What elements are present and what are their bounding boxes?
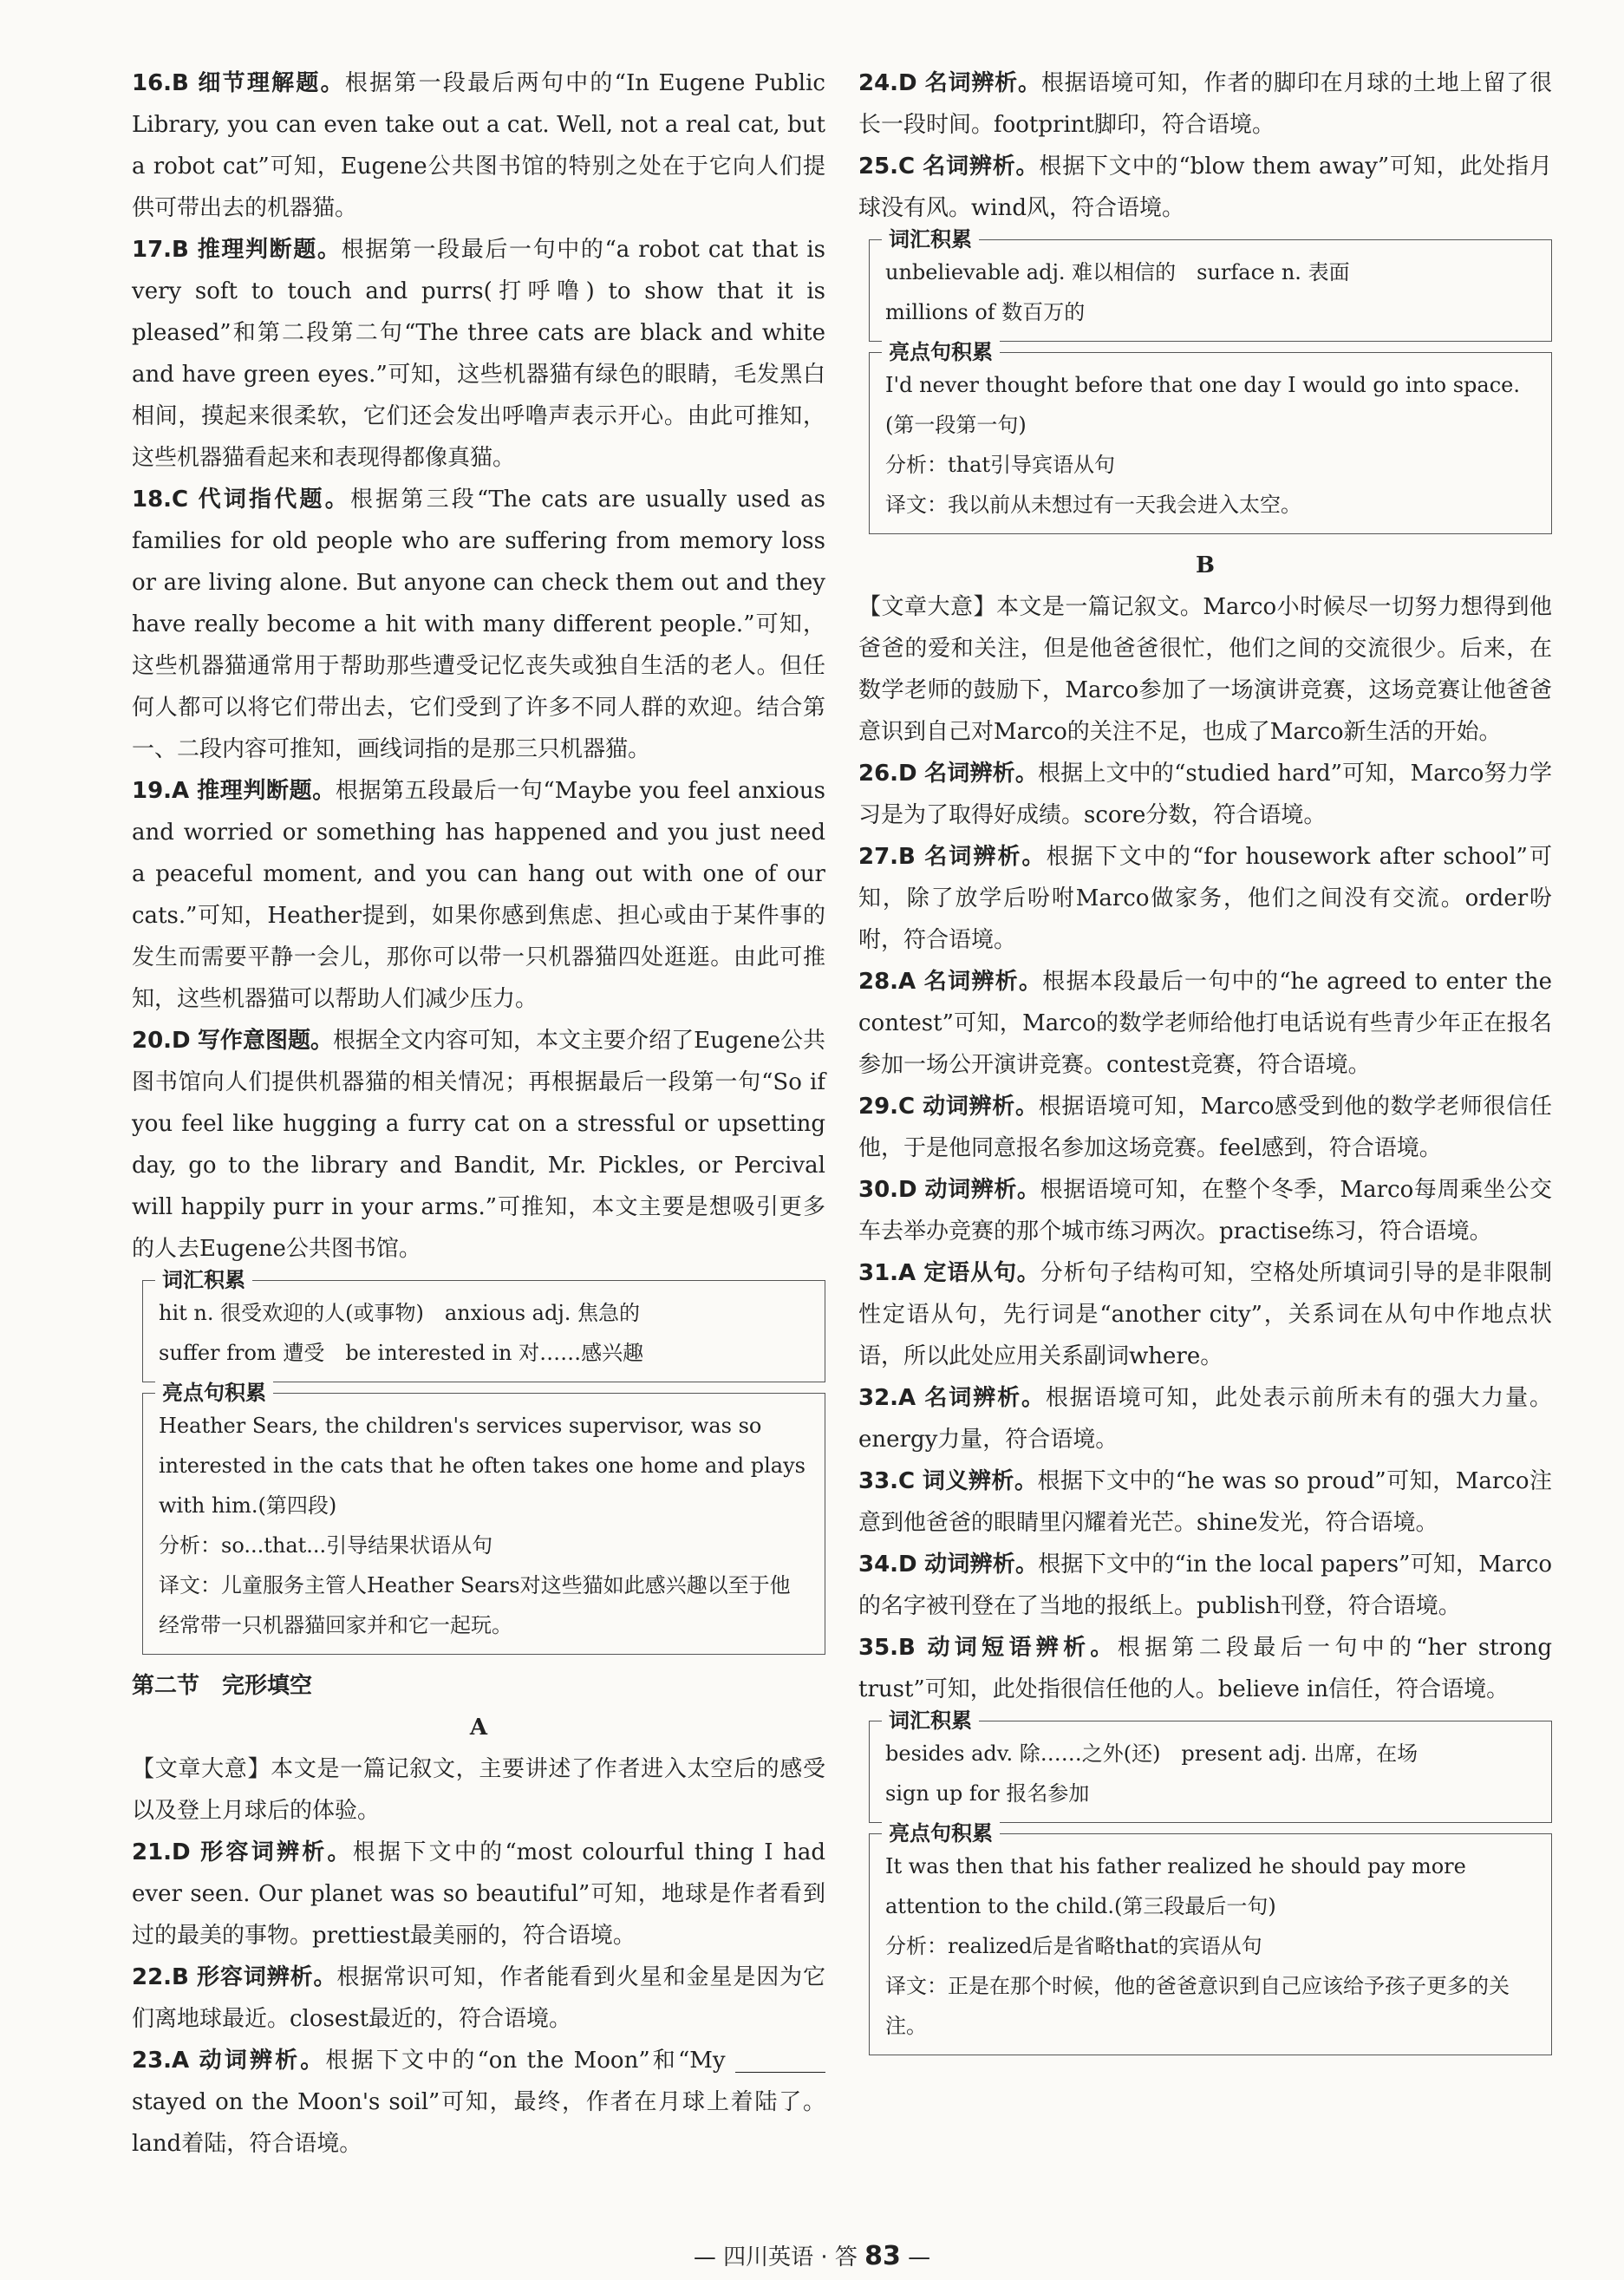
box-line: 译文：我以前从未想过有一天我会进入太空。 [885, 493, 1301, 517]
box-line: 分析：so...that...引导结果状语从句 [159, 1533, 493, 1558]
answer-number: 18.C [132, 487, 189, 513]
box-line: 译文：正是在那个时候，他的爸爸意识到自己应该给予孩子更多的关注。 [885, 1974, 1510, 2038]
answer-number: 21.D [132, 1839, 191, 1865]
box-title: 词汇积累 [882, 1707, 979, 1734]
question-type: 推理判断题。 [197, 237, 342, 263]
box-title: 亮点句积累 [882, 338, 1000, 366]
question-type: 名词辨析。 [924, 844, 1047, 870]
box-line: 译文：儿童服务主管人Heather Sears对这些猫如此感兴趣以至于他经常带一只机器猫回家并和它一起玩。 [159, 1573, 791, 1637]
question-type: 写作意图题。 [197, 1028, 333, 1054]
explanation-text: 根据下文中的“in the local papers”可知，Marco的名字被刊登在了当地的报纸上。publish刊登，符合语境。 [858, 1552, 1552, 1619]
box-line: suffer from 遭受 be interested in 对……感兴趣 [159, 1341, 644, 1365]
page-footer [0, 2239, 1624, 2271]
info-box [142, 1381, 825, 1655]
explanation-text: 根据语境可知，此处表示前所未有的强大力量。energy力量，符合语境。 [858, 1385, 1552, 1453]
answer-number: 31.A [858, 1260, 916, 1286]
explanation-text: 根据下文中的“on the Moon”和“My ________ stayed on the Moon's soil”可知，最终，作者在月球上着陆了。land着陆，符合语境。 [132, 2048, 825, 2157]
question-type: 名词辨析。 [923, 969, 1043, 995]
answer-item [858, 961, 1552, 1086]
explanation-text: 根据第一段最后一句中的“a robot cat that is very soft to touch and purrs(打呼噜) to show that it is pleased”和第二段第二句“The three cats are black and white and have green eyes.”可知，这些机器猫有绿色的眼睛，毛发黑白相间，摸起来很柔软，它们还会发出呼噜声表示开心。由此可推知，这些机器猫看起来和表现得都像真猫。 [132, 237, 825, 471]
answer-item [858, 1377, 1552, 1460]
answer-item [858, 1544, 1552, 1627]
box-line: hit n. 很受欢迎的人(或事物) anxious adj. 焦急的 [159, 1301, 641, 1325]
box-line: besides adv. 除……之外(还) present adj. 出席，在场 [885, 1741, 1419, 1766]
box-title: 亮点句积累 [155, 1379, 273, 1407]
info-box [869, 1821, 1552, 2055]
answer-number: 28.A [858, 969, 916, 995]
answer-number: 26.D [858, 761, 917, 787]
info-box [869, 340, 1552, 534]
question-type: 推理判断题。 [197, 778, 336, 804]
passage-label: B [1196, 552, 1215, 578]
answer-item [858, 753, 1552, 836]
footer-label: — 四川英语 · 答 [693, 2244, 858, 2270]
answer-number: 29.C [858, 1094, 916, 1120]
answer-item [858, 1086, 1552, 1169]
answer-item [132, 1832, 825, 1957]
answer-number: 19.A [132, 778, 190, 804]
answer-item [858, 1252, 1552, 1377]
answer-number: 17.B [132, 237, 189, 263]
answer-number: 27.B [858, 844, 916, 870]
summary-text: 【文章大意】本文是一篇记叙文。Marco小时候尽一切努力想得到他爸爸的爱和关注，但是他爸爸很忙，他们之间的交流很少。后来，在数学老师的鼓励下，Marco参加了一场演讲竞赛，这场竞赛让他爸爸意识到自己对Marco的关注不足，也成了Marco新生活的开始。 [858, 594, 1552, 745]
box-line: 分析：that引导宾语从句 [885, 453, 1116, 477]
section-heading: 第二节 完形填空 [132, 1673, 313, 1699]
question-type: 动词辨析。 [924, 1552, 1039, 1578]
answer-item [132, 770, 825, 1020]
info-box [869, 1708, 1552, 1823]
answer-number: 23.A [132, 2048, 190, 2074]
answer-item [132, 1020, 825, 1270]
box-line: sign up for 报名参加 [885, 1781, 1090, 1806]
explanation-text: 根据第一段最后两句中的“In Eugene Public Library, you can even take out a cat. Well, not a real cat, but a robot cat”可知，Eugene公共图书馆的特别之处在于它向人们提供可带出去的机器猫。 [132, 70, 825, 221]
explanation-text: 根据第五段最后一句“Maybe you feel anxious and worried or something has happened and you just need a peaceful moment, and you can hang out with one of our cats.”可知，Heather提到，如果你感到焦虑、担心或由于某件事的发生而需要平静一会儿，那你可以带一只机器猫四处逛逛。由此可推知，这些机器猫可以帮助人们减少压力。 [132, 778, 825, 1012]
explanation-text: 根据下文中的“blow them away”可知，此处指月球没有风。wind风，符合语境。 [858, 154, 1552, 221]
answer-item [858, 1627, 1552, 1710]
answer-item [858, 836, 1552, 961]
answer-number: 24.D [858, 70, 917, 96]
explanation-text: 根据下文中的“for housework after school”可知，除了放学后吩咐Marco做家务，他们之间没有交流。order吩咐，符合语境。 [858, 844, 1552, 953]
explanation-text: 根据语境可知，Marco感受到他的数学老师很信任他，于是他同意报名参加这场竞赛。feel感到，符合语境。 [858, 1094, 1552, 1161]
question-type: 代词指代题。 [198, 487, 350, 513]
explanation-text: 根据本段最后一句中的“he agreed to enter the contest”可知，Marco的数学老师给他打电话说有些青少年正在报名参加一场公开演讲竞赛。contest竞赛，符合语境。 [858, 969, 1552, 1078]
question-type: 动词辨析。 [924, 1177, 1040, 1203]
explanation-text: 根据第三段“The cats are usually used as families for old people who are suffering from memory loss or are living alone. But anyone can check them out and they have really become a hit with many different people.”可知，这些机器猫通常用于帮助那些遭受记忆丧失或独自生活的老人。但任何人都可以将它们带出去，它们受到了许多不同人群的欢迎。结合第一、二段内容可推知，画线词指的是那三只机器猫。 [132, 487, 825, 762]
box-line: 分析：realized后是省略that的宾语从句 [885, 1934, 1262, 1958]
explanation-text: 根据第二段最后一句中的“her strong trust”可知，此处指很信任他的人。believe in信任，符合语境。 [858, 1635, 1552, 1702]
explanation-text: 根据语境可知，作者的脚印在月球的土地上留了很长一段时间。footprint脚印，符合语境。 [858, 70, 1552, 138]
question-type: 形容词辨析。 [200, 1839, 353, 1865]
page-number: 83 [864, 2241, 901, 2271]
question-type: 名词辨析。 [924, 70, 1041, 96]
explanation-text: 根据常识可知，作者能看到火星和金星是因为它们离地球最近。closest最近的，符合语境。 [132, 1964, 825, 2032]
box-line: millions of 数百万的 [885, 300, 1086, 324]
answer-number: 25.C [858, 154, 916, 180]
question-type: 动词辨析。 [923, 1094, 1039, 1120]
question-type: 动词短语辨析。 [927, 1635, 1118, 1661]
answer-item [858, 146, 1552, 229]
question-type: 定语从句。 [923, 1260, 1040, 1286]
box-title: 词汇积累 [882, 225, 979, 253]
question-type: 名词辨析。 [923, 154, 1040, 180]
question-type: 细节理解题。 [198, 70, 345, 96]
answer-number: 33.C [858, 1468, 916, 1494]
left-column [132, 62, 825, 2165]
explanation-text: 根据语境可知，在整个冬季，Marco每周乘坐公交车去举办竞赛的那个城市练习两次。practise练习，符合语境。 [858, 1177, 1552, 1245]
answer-item [858, 1460, 1552, 1544]
question-type: 动词辨析。 [199, 2048, 326, 2074]
answer-number: 34.D [858, 1552, 917, 1578]
answer-number: 32.A [858, 1385, 916, 1411]
info-box [142, 1268, 825, 1382]
question-type: 名词辨析。 [924, 761, 1038, 787]
question-type: 形容词辨析。 [197, 1964, 337, 1990]
box-line: It was then that his father realized he should pay more attention to the child.(第三段最后一句) [885, 1854, 1466, 1918]
right-column [858, 62, 1552, 2066]
answer-item [132, 229, 825, 479]
answer-number: 20.D [132, 1028, 191, 1054]
answer-item [132, 62, 825, 229]
passage-label: A [469, 1715, 488, 1741]
answer-item [858, 1169, 1552, 1252]
explanation-text: 根据下文中的“he was so proud”可知，Marco注意到他爸爸的眼睛里闪耀着光芒。shine发光，符合语境。 [858, 1468, 1552, 1536]
answer-item [132, 479, 825, 770]
box-line: Heather Sears, the children's services supervisor, was so interested in the cats that he often takes one home and plays with him.(第四段) [159, 1414, 805, 1518]
box-line: unbelievable adj. 难以相信的 surface n. 表面 [885, 260, 1350, 284]
explanation-text: 分析句子结构可知，空格处所填词引导的是非限制性定语从句，先行词是“another city”，关系词在从句中作地点状语，所以此处应用关系副词where。 [858, 1260, 1552, 1369]
question-type: 名词辨析。 [924, 1385, 1046, 1411]
answer-number: 30.D [858, 1177, 917, 1203]
answer-item [132, 1957, 825, 2040]
summary-text: 【文章大意】本文是一篇记叙文，主要讲述了作者进入太空后的感受以及登上月球后的体验。 [132, 1756, 825, 1824]
explanation-text: 根据下文中的“most colourful thing I had ever seen. Our planet was so beautiful”可知，地球是作者看到过的最美的事物。prettiest最美丽的，符合语境。 [132, 1839, 825, 1949]
answer-item [132, 2040, 825, 2165]
box-title: 词汇积累 [155, 1266, 252, 1294]
box-title: 亮点句积累 [882, 1819, 1000, 1847]
explanation-text: 根据全文内容可知，本文主要介绍了Eugene公共图书馆向人们提供机器猫的相关情况；再根据最后一段第一句“So if you feel like hugging a furry cat on a stressful or upsetting day, go to the library and Bandit, Mr. Pickles, or Percival will happily purr in your arms.”可推知，本文主要是想吸引更多的人去Eugene公共图书馆。 [132, 1028, 825, 1262]
answer-item [858, 62, 1552, 146]
answer-number: 35.B [858, 1635, 916, 1661]
info-box [869, 227, 1552, 342]
question-type: 词义辨析。 [922, 1468, 1038, 1494]
answer-number: 16.B [132, 70, 189, 96]
explanation-text: 根据上文中的“studied hard”可知，Marco努力学习是为了取得好成绩。score分数，符合语境。 [858, 761, 1552, 828]
box-line: I'd never thought before that one day I would go into space.(第一段第一句) [885, 373, 1520, 437]
answer-number: 22.B [132, 1964, 189, 1990]
footer-tail: — [908, 2244, 931, 2270]
